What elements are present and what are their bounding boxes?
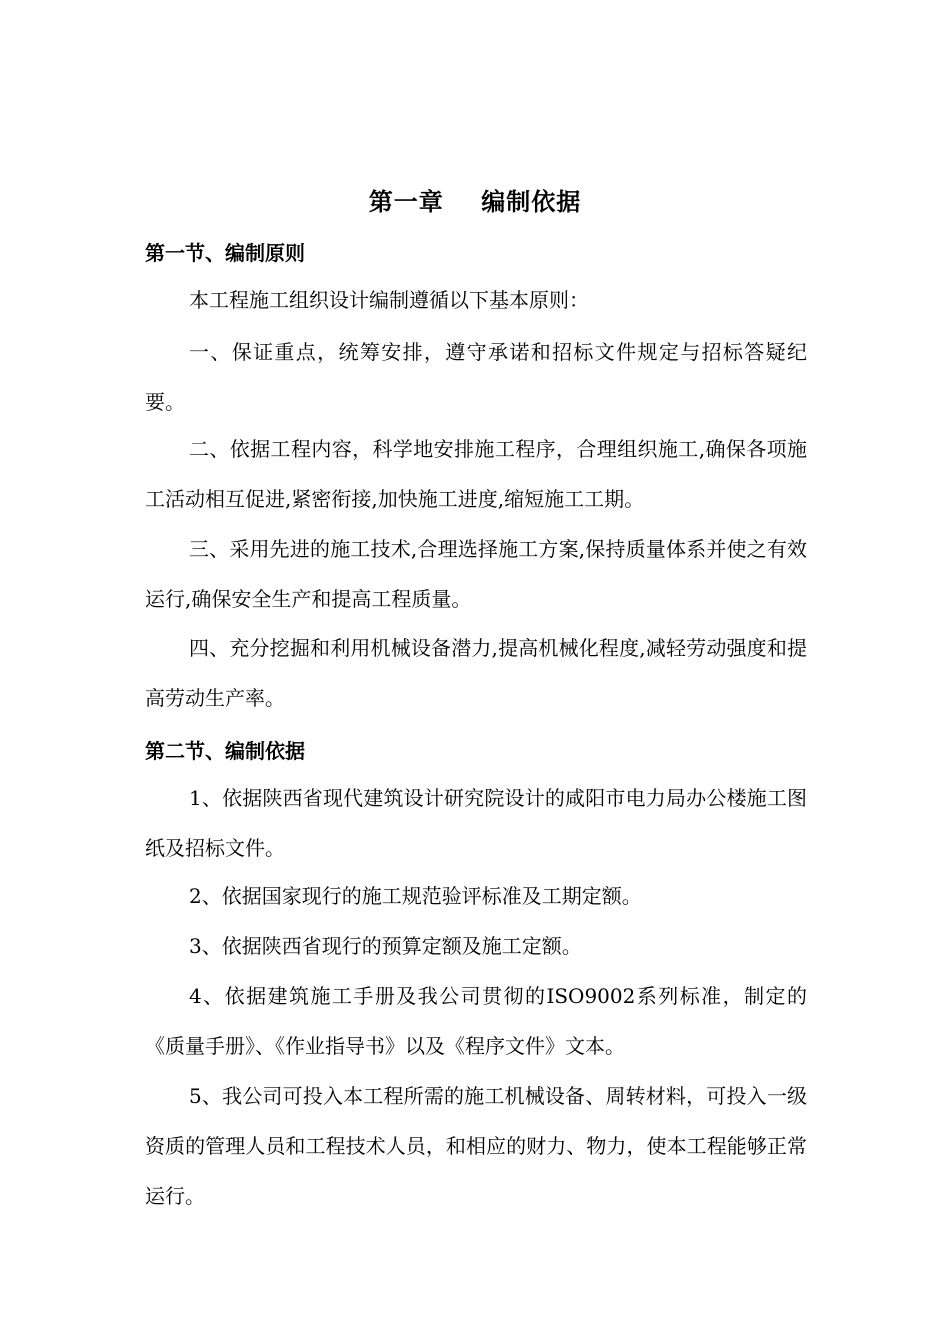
principle-item: 二、依据工程内容，科学地安排施工程序，合理组织施工,确保各项施工活动相互促进,紧密衔接,加快施工进度,缩短施工工期。 (145, 437, 807, 511)
section-title-principles: 第一节、编制原则 (145, 241, 305, 265)
basis-item: 1、依据陕西省现代建筑设计研究院设计的咸阳市电力局办公楼施工图纸及招标文件。 (145, 786, 807, 860)
basis-item: 2、依据国家现行的施工规范验评标准及工期定额。 (189, 884, 642, 908)
basis-item: 3、依据陕西省现行的预算定额及施工定额。 (189, 934, 582, 958)
principles-intro: 本工程施工组织设计编制遵循以下基本原则： (189, 288, 589, 312)
chapter-title: 第一章 编制依据 (368, 187, 582, 216)
basis-item: 5、我公司可投入本工程所需的施工机械设备、周转材料，可投入一级资质的管理人员和工程技术人员，和相应的财力、物力，使本工程能够正常运行。 (145, 1084, 807, 1208)
basis-item: 4、依据建筑施工手册及我公司贯彻的ISO9002系列标准，制定的《质量手册》、《作业指导书》以及《程序文件》文本。 (145, 984, 807, 1058)
principle-item: 一、保证重点，统筹安排，遵守承诺和招标文件规定与招标答疑纪要。 (145, 340, 807, 414)
principle-item: 三、采用先进的施工技术,合理选择施工方案,保持质量体系并使之有效运行,确保安全生产和提高工程质量。 (145, 537, 807, 611)
section-title-basis: 第二节、编制依据 (145, 739, 305, 763)
principle-item: 四、充分挖掘和利用机械设备潜力,提高机械化程度,减轻劳动强度和提高劳动生产率。 (145, 636, 807, 710)
